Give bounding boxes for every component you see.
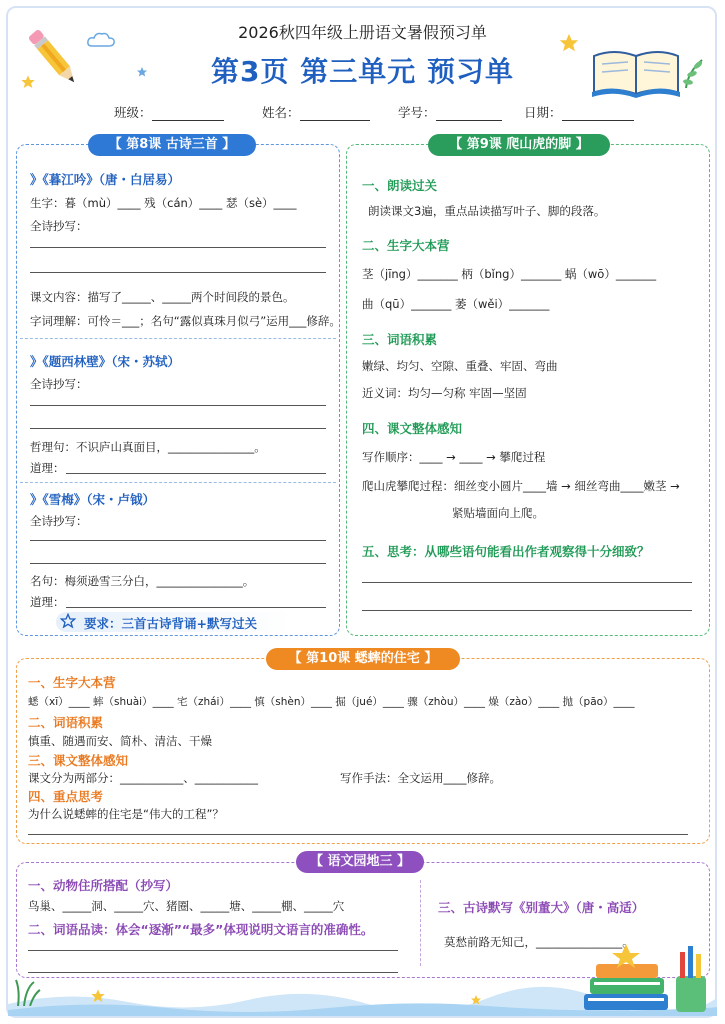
lesson9-s3-heading: 三、词语积累 xyxy=(362,332,438,347)
star-icon xyxy=(90,988,106,1004)
lesson9-answer-line-2[interactable] xyxy=(362,610,692,611)
lesson9-pill: 【 第9课 爬山虎的脚 】 xyxy=(428,134,610,156)
lesson9-s3-row2: 近义词：均匀—匀称 牢固—坚固 xyxy=(362,386,527,400)
garden-s1-heading: 一、动物住所搭配（抄写） xyxy=(28,878,179,893)
poem2-copy-label: 全诗抄写： xyxy=(30,377,88,391)
garden-s3-row: 莫愁前路无知己，_______________。 xyxy=(444,935,634,949)
lesson8-pill: 【 第8课 古诗三首 】 xyxy=(88,134,256,156)
poem1-chars: 生字：暮（mù）____ 残（cán）____ 瑟（sè）____ xyxy=(30,196,297,210)
garden-s2-line-2[interactable] xyxy=(28,972,398,973)
poem2-copy-line-2[interactable] xyxy=(30,428,326,429)
poem2-reason-label: 道理： xyxy=(30,461,65,475)
lesson9-s4-row1: 写作顺序：____ → ____ → 攀爬过程 xyxy=(362,450,546,464)
poem2-philosophy: 哲理句：不识庐山真面目，_______________。 xyxy=(30,440,266,454)
page-subtitle: 2026秋四年级上册语文暑假预习单 xyxy=(238,23,487,42)
divider xyxy=(20,338,336,339)
lesson10-s4-heading: 四、重点思考 xyxy=(28,789,104,804)
lesson9-s5-heading: 五、思考：从哪些语句能看出作者观察得十分细致？ xyxy=(362,544,650,559)
poem2-reason-line[interactable] xyxy=(66,473,326,474)
lesson10-s2-heading: 二、词语积累 xyxy=(28,715,104,730)
requirement-text: 要求：三首古诗背诵+默写过关 xyxy=(84,616,257,631)
poem3-copy-label: 全诗抄写： xyxy=(30,514,88,528)
class-field[interactable]: 班级： xyxy=(114,103,224,121)
lesson10-s2-row: 慎重、随遇而安、简朴、清洁、干燥 xyxy=(28,734,212,748)
lesson10-pill: 【 第10课 蟋蟀的住宅 】 xyxy=(266,648,460,670)
lesson9-s2-row1: 茎（jīng）_______ 柄（bǐng）_______ 蜗（wō）_______ xyxy=(362,267,657,281)
lesson10-s3-right: 写作手法：全文运用____修辞。 xyxy=(340,771,501,785)
poem1-copy-line-2[interactable] xyxy=(30,272,326,273)
lesson10-s1-row: 蟋（xī）____ 蟀（shuài）____ 宅（zhái）____ 慎（shèn）____ 掘（jué）____ 骤（zhòu）____ 燥（zào）____ 抛（pāo）____ xyxy=(28,696,635,708)
poem3-quote: 名句：梅须逊雪三分白，_______________。 xyxy=(30,574,255,588)
poem3-copy-line-1[interactable] xyxy=(30,540,326,541)
lesson10-s1-heading: 一、生字大本营 xyxy=(28,675,116,690)
poem3-copy-line-2[interactable] xyxy=(30,563,326,564)
grass-icon xyxy=(14,976,42,1006)
garden-s2-line-1[interactable] xyxy=(28,950,398,951)
lesson9-s3-row1: 嫩绿、均匀、空隙、重叠、牢固、弯曲 xyxy=(362,359,558,373)
lesson10-answer-line[interactable] xyxy=(28,834,688,835)
poem3-reason-label: 道理： xyxy=(30,595,65,609)
date-field[interactable]: 日期： xyxy=(524,103,634,121)
poem1-title: 》《暮江吟》（唐・白居易） xyxy=(30,172,181,187)
poem2-title: 》《题西林壁》（宋・苏轼） xyxy=(30,354,181,369)
divider xyxy=(20,482,336,483)
page-title: 第3页 第三单元 预习单 xyxy=(211,55,514,88)
lesson10-s4-row: 为什么说蟋蟀的住宅是“伟大的工程”？ xyxy=(28,807,224,821)
lesson9-s4-row2: 爬山虎攀爬过程：细丝变小圆片____墙 → 细丝弯曲____嫩茎 → xyxy=(362,479,680,493)
star-icon xyxy=(470,994,482,1006)
garden-s1-row: 鸟巢、_____洞、_____穴、猪圈、_____塘、_____棚、_____穴 xyxy=(28,899,345,913)
lesson9-s1-heading: 一、朗读过关 xyxy=(362,178,438,193)
poem1-words: 字词理解：可怜＝___；名句“露似真珠月似弓”运用___修辞。 xyxy=(30,314,341,328)
poem3-title: 》《雪梅》（宋・卢钺） xyxy=(30,492,156,507)
garden-s2-heading: 二、词语品读：体会“逐渐”“最多”体现说明文语言的准确性。 xyxy=(28,922,374,937)
garden-divider xyxy=(420,880,421,966)
student-id-field[interactable]: 学号： xyxy=(398,103,502,121)
poem1-copy-line-1[interactable] xyxy=(30,247,326,248)
lesson9-s2-heading: 二、生字大本营 xyxy=(362,238,450,253)
lesson9-s4-row3: 紧贴墙面向上爬。 xyxy=(452,506,544,520)
poem2-copy-line-1[interactable] xyxy=(30,405,326,406)
name-field[interactable]: 姓名： xyxy=(262,103,370,121)
lesson9-s1-text: 朗读课文3遍，重点品读描写叶子、脚的段落。 xyxy=(368,204,606,218)
star-icon xyxy=(60,613,76,629)
lesson10-s3-row: 课文分为两部分：___________、___________ xyxy=(28,771,258,785)
garden-s3-heading: 三、古诗默写《别董大》（唐・高适） xyxy=(438,900,645,915)
lesson9-s4-heading: 四、课文整体感知 xyxy=(362,421,463,436)
lesson9-s2-row2: 曲（qū）_______ 萎（wěi）_______ xyxy=(362,297,550,311)
poem3-reason-line[interactable] xyxy=(66,607,326,608)
poem1-copy-label: 全诗抄写： xyxy=(30,219,88,233)
garden-pill: 【 语文园地三 】 xyxy=(296,851,424,873)
books-and-pencils-icon xyxy=(580,940,712,1016)
poem1-content: 课文内容：描写了_____、_____两个时间段的景色。 xyxy=(30,290,295,304)
lesson10-s3-heading: 三、课文整体感知 xyxy=(28,753,129,768)
lesson9-answer-line-1[interactable] xyxy=(362,582,692,583)
